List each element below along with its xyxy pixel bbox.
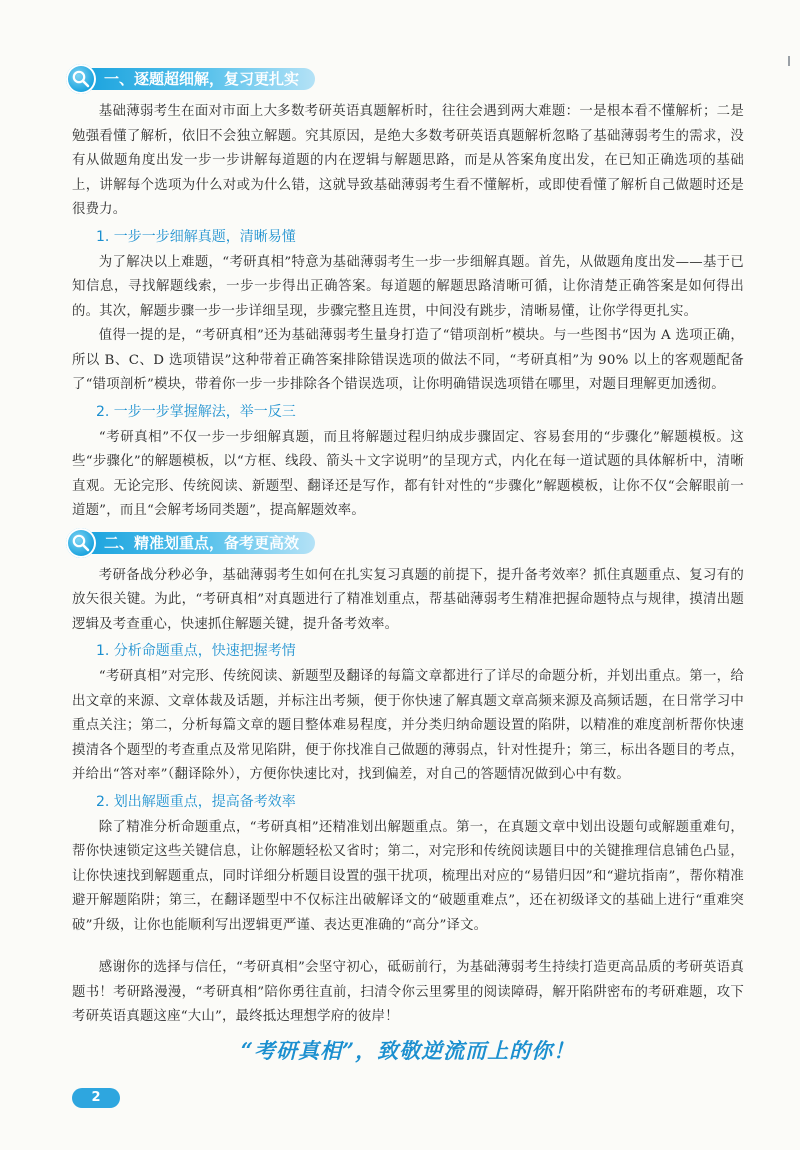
magnifier-icon [66,528,96,558]
section-title: 二、精准划重点，备考更高效 [84,532,315,554]
subsection-heading: 2. 一步一步掌握解法，举一反三 [96,403,296,420]
section-1-intro: 基础薄弱考生在面对市面上大多数考研英语真题解析时，往往会遇到两大难题：一是根本看不懂解析；二是勉强看懂了解析，依旧不会独立解题。究其原因，是绝大多数考研英语真题解析忽略了基础薄弱考生的需求，没有从做题角度出发一步一步讲解每道题的内在逻辑与解题思路，而是从答案角度出发，在已知正确选项的基础上，讲解每个选项为什么对或为什么错，这就导致基础薄弱考生看不懂解析，或即使看懂了解析自己做题时还是很费力。 [72,104,744,217]
paragraph: 为了解决以上难题，“考研真相”特意为基础薄弱考生一步一步细解真题。首先，从做题角度出发——基于已知信息，寻找解题线索，一步一步得出正确答案。每道题的解题思路清晰可循，让你清楚正确答案是如何得出的。其次，解题步骤一步一步详细呈现，步骤完整且连贯，中间没有跳步，清晰易懂，让你学得更扎实。 [72,254,744,319]
subsection-heading: 1. 一步一步细解真题，清晰易懂 [96,228,296,245]
paragraph: “考研真相”不仅一步一步细解真题，而且将解题过程归纳成步骤固定、容易套用的“步骤化”解题模板。这些“步骤化”的解题模板，以“方框、线段、箭头＋文字说明”的呈现方式，内化在每一道试题的具体解析中，清晰直观。无论完形、传统阅读、新题型、翻译还是写作，都有针对性的“步骤化”解题模板，让你不仅“会解眼前一道题”，而且“会解考场同类题”，提高解题效率。 [72,429,744,518]
spacer [72,938,744,956]
subsection-heading: 1. 分析命题重点，快速把握考情 [96,643,296,659]
page-edge-mark [788,56,790,66]
magnifier-icon [66,64,96,94]
paragraph: 除了精准分析命题重点，“考研真相”还精准划出解题重点。第一，在真题文章中划出设题句或解题重难句，帮你快速锁定这些关键信息，让你解题轻松又省时；第二，对完形和传统阅读题目中的关键推理信息铺色凸显，让你快速找到解题重点，同时详细分析题目设置的强干扰项，梳理出对应的“易错归因”和“避坑指南”，帮你精准避开解题陷阱；第三，在翻译题型中不仅标注出破解译文的“破题重难点”，还在初级译文的基础上进行“重难突破”升级，让你也能顺利写出逻辑更严谨、表达更准确的“高分”译文。 [72,819,744,933]
slogan: “考研真相”，致敬逆流而上的你！ [240,1037,576,1063]
subsection-heading: 2. 划出解题重点，提高备考效率 [96,793,296,810]
page-number-badge: 2 [72,1088,120,1108]
paragraph: 值得一提的是，“考研真相”还为基础薄弱考生量身打造了“错项剖析”模块。与一些图书“因为 A 选项正确，所以 B、C、D 选项错误”这种带着正确答案排除错误选项的做法不同，“考研真相”为 90% 以上的客观题配备了“错项剖析”模块，带着你一步一步排除各个错误选项，让你明确错误选项错在哪里，对题目理解更加透彻。 [72,328,744,392]
paragraph: “考研真相”对完形、传统阅读、新题型及翻译的每篇文章都进行了详尽的命题分析，并划出重点。第一，给出文章的来源、文章体裁及话题，并标注出考频，便于你快速了解真题文章高频来源及高频话题，在日常学习中重点关注；第二，分析每篇文章的题目整体难易程度，并分类归纳命题设置的陷阱，以精准的难度剖析帮你快速摸清各个题型的考查重点及常见陷阱，便于你找准自己做题的薄弱点，针对性提升；第三，标出各题目的考点，并给出“答对率”（翻译除外），方便你快速比对，找到偏差，对自己的答题情况做到心中有数。 [72,669,744,782]
section-header-1 [66,64,744,94]
section-2-intro: 考研备战分秒必争，基础薄弱考生如何在扎实复习真题的前提下，提升备考效率？抓住真题重点、复习有的放矢很关键。为此，“考研真相”对真题进行了精准划重点，帮基础薄弱考生精准把握命题特点与规律，摸清出题逻辑及考查重心，快速抓住解题关键，提升备考效率。 [72,567,744,632]
section-header-2 [66,528,744,558]
section-title: 一、逐题超细解，复习更扎实 [84,68,315,90]
closing-paragraph: 感谢你的选择与信任，“考研真相”会坚守初心，砥砺前行，为基础薄弱考生持续打造更高品质的考研英语真题书！考研路漫漫，“考研真相”陪你勇往直前，扫清令你云里雾里的阅读障碍，解开陷阱密布的考研难题，攻下考研英语真题这座“大山”，最终抵达理想学府的彼岸！ [72,960,744,1024]
page-content [72,60,744,1066]
